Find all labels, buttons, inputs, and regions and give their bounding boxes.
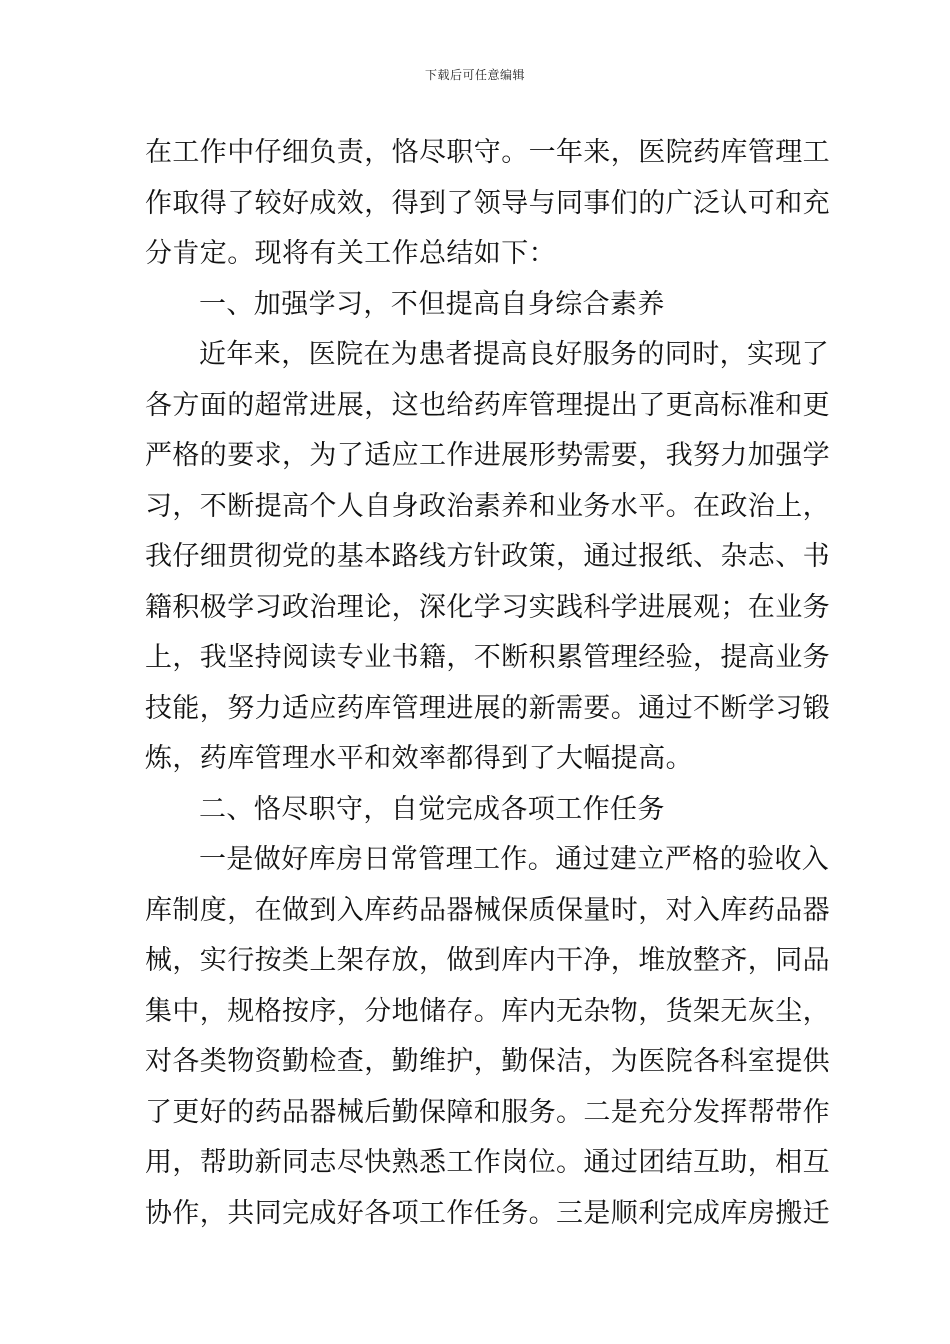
text-line: 用，帮助新同志尽快熟悉工作岗位。通过团结互助，相互 (145, 1147, 830, 1178)
text-line: 籍积极学习政治理论，深化学习实践科学进展观；在业务 (145, 591, 830, 623)
text-line: 各方面的超常进展，这也给药库管理提出了更高标准和更 (145, 389, 830, 421)
section-heading-2: 二、恪尽职守，自觉完成各项工作任务 (199, 793, 665, 825)
text-line: 我仔细贯彻党的基本路线方针政策，通过报纸、杂志、书 (145, 541, 830, 572)
text-line: 习，不断提高个人自身政治素养和业务水平。在政治上， (145, 490, 830, 522)
text-line: 炼，药库管理水平和效率都得到了大幅提高。 (145, 743, 693, 774)
text-line: 械，实行按类上架存放，做到库内干净，堆放整齐，同品 (145, 945, 830, 976)
text-line: 严格的要求，为了适应工作进展形势需要，我努力加强学 (145, 440, 830, 471)
section-heading-1: 一、加强学习，不但提高自身综合素养 (199, 288, 665, 320)
text-line: 对各类物资勤检查，勤维护，勤保洁，为医院各科室提供 (145, 1046, 830, 1077)
text-line: 库制度，在做到入库药品器械保质保量时，对入库药品器 (145, 894, 830, 926)
text-line: 在工作中仔细负责，恪尽职守。一年来，医院药库管理工 (145, 137, 830, 168)
text-line: 分肯定。现将有关工作总结如下： (145, 238, 556, 269)
text-line: 上，我坚持阅读专业书籍，不断积累管理经验，提高业务 (145, 642, 830, 673)
text-line: 一是做好库房日常管理工作。通过建立严格的验收入 (199, 844, 830, 875)
text-line: 近年来，医院在为患者提高良好服务的同时，实现了 (199, 339, 830, 370)
text-line: 协作，共同完成好各项工作任务。三是顺利完成库房搬迁 (145, 1197, 830, 1229)
text-line: 技能，努力适应药库管理进展的新需要。通过不断学习锻 (145, 692, 830, 724)
text-line: 作取得了较好成效，得到了领导与同事们的广泛认可和充 (145, 187, 830, 219)
page-header-note: 下载后可任意编辑 (424, 68, 525, 82)
text-line: 了更好的药品器械后勤保障和服务。二是充分发挥帮带作 (145, 1096, 830, 1128)
document-body (145, 128, 830, 1239)
text-line: 集中，规格按序，分地储存。库内无杂物，货架无灰尘， (145, 995, 830, 1027)
